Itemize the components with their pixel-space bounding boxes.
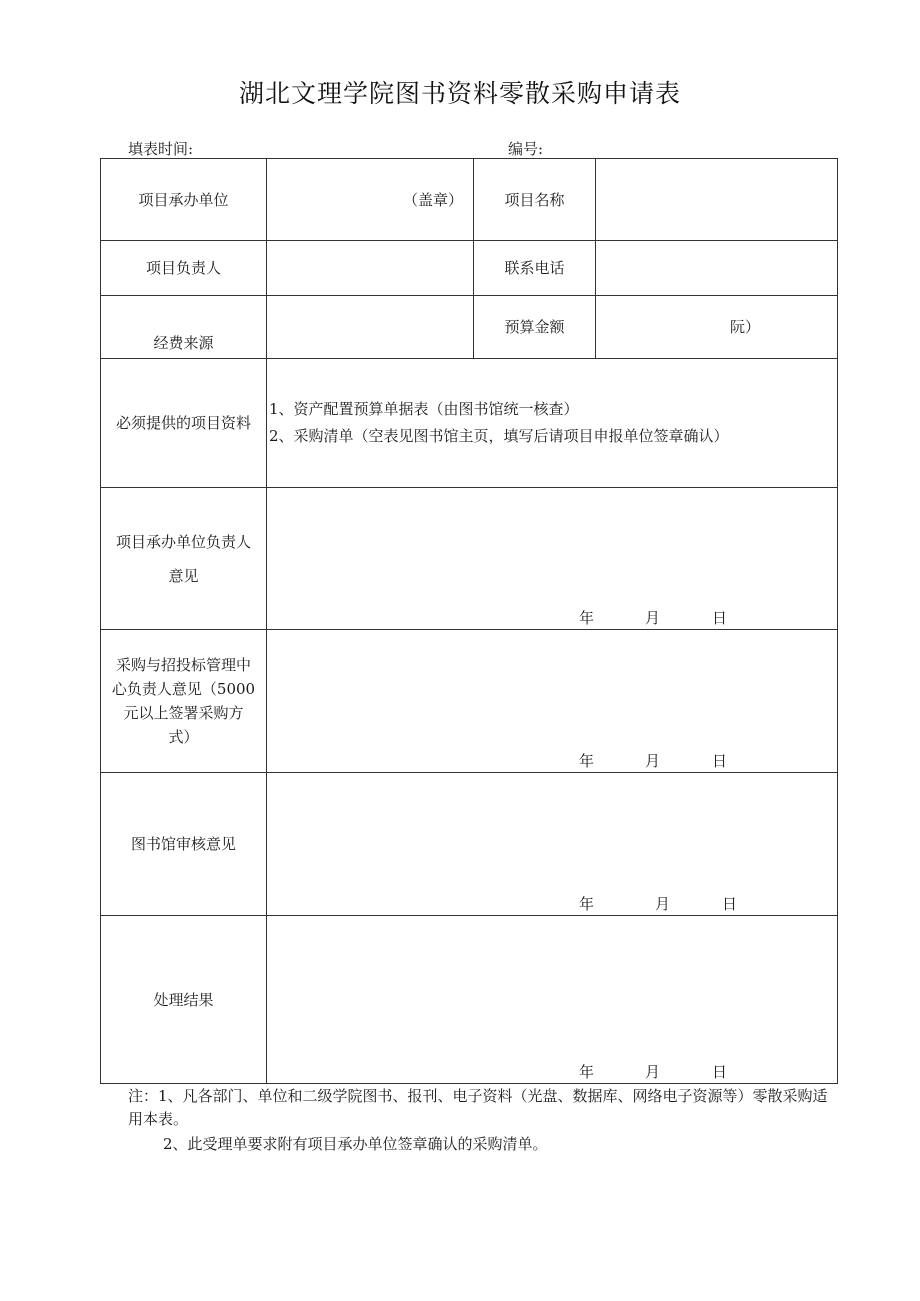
leader-field[interactable]: [267, 241, 474, 296]
row-unit: [101, 159, 838, 241]
procurement-opinion-date: [579, 750, 729, 772]
phone-field[interactable]: [596, 241, 838, 296]
unit-opinion-line-1: 项目承办单位负责人: [115, 532, 251, 551]
month-label: 月: [655, 895, 671, 913]
month-label: 月: [645, 609, 661, 627]
leader-label: 项目负责人: [101, 241, 267, 296]
budget-unit: 阮）: [730, 318, 761, 336]
number-label: 编号:: [508, 140, 544, 158]
phone-label: 联系电话: [474, 241, 596, 296]
procurement-opinion-field[interactable]: [267, 630, 838, 773]
required-label: 必须提供的项目资料: [101, 359, 267, 488]
unit-opinion-date: [579, 607, 729, 629]
budget-field[interactable]: [596, 296, 838, 359]
procurement-line-1: 采购与招投标管理中: [115, 656, 251, 674]
unit-opinion-label: [101, 488, 267, 630]
row-library-opinion: [101, 773, 838, 916]
row-leader: [101, 241, 838, 296]
row-procurement-opinion: [101, 630, 838, 773]
result-field[interactable]: [267, 916, 838, 1084]
year-label: 年: [579, 1063, 595, 1081]
fill-time-label: 填表时间:: [128, 140, 194, 158]
seal-note: （盖章）: [402, 191, 463, 209]
note-1: 注：1、凡各部门、单位和二级学院图书、报刊、电子资料（光盘、数据库、网络电子资源等）零散采购适用本表。: [128, 1087, 828, 1128]
row-funding: [101, 296, 838, 359]
project-name-label: 项目名称: [474, 159, 596, 241]
unit-opinion-line-2: 意见: [168, 566, 199, 585]
application-form-table: [100, 158, 838, 1084]
required-item-2: 2、采购清单（空表见图书馆主页，填写后请项目申报单位签章确认）: [269, 427, 729, 445]
day-label: 日: [712, 1063, 728, 1081]
procurement-line-4: 式）: [168, 728, 199, 746]
required-items: [267, 359, 838, 488]
library-opinion-field[interactable]: [267, 773, 838, 916]
funding-label: 经费来源: [101, 296, 267, 359]
procurement-line-3: 元以上签署采购方: [123, 704, 244, 722]
unit-field[interactable]: [267, 159, 474, 241]
note-2: 2、此受理单要求附有项目承办单位签章确认的采购清单。: [163, 1135, 548, 1153]
funding-field[interactable]: [267, 296, 474, 359]
unit-label: 项目承办单位: [101, 159, 267, 241]
result-label: 处理结果: [101, 916, 267, 1084]
month-label: 月: [645, 752, 661, 770]
required-item-1: 1、资产配置预算单据表（由图书馆统一核查）: [269, 400, 579, 418]
form-title: 湖北文理学院图书资料零散采购申请表: [238, 79, 681, 108]
row-required: [101, 359, 838, 488]
month-label: 月: [645, 1063, 661, 1081]
budget-label: 预算金额: [474, 296, 596, 359]
procurement-line-2: 心负责人意见（5000: [111, 680, 256, 698]
year-label: 年: [579, 752, 595, 770]
year-label: 年: [579, 895, 595, 913]
library-opinion-label: 图书馆审核意见: [101, 773, 267, 916]
year-label: 年: [579, 609, 595, 627]
day-label: 日: [712, 609, 728, 627]
row-result: [101, 916, 838, 1084]
project-name-field[interactable]: [596, 159, 838, 241]
library-opinion-date: [579, 893, 738, 915]
procurement-opinion-label: [101, 630, 267, 773]
row-unit-opinion: [101, 488, 838, 630]
result-date: [579, 1061, 729, 1083]
unit-opinion-field[interactable]: [267, 488, 838, 630]
day-label: 日: [712, 752, 728, 770]
day-label: 日: [722, 895, 738, 913]
